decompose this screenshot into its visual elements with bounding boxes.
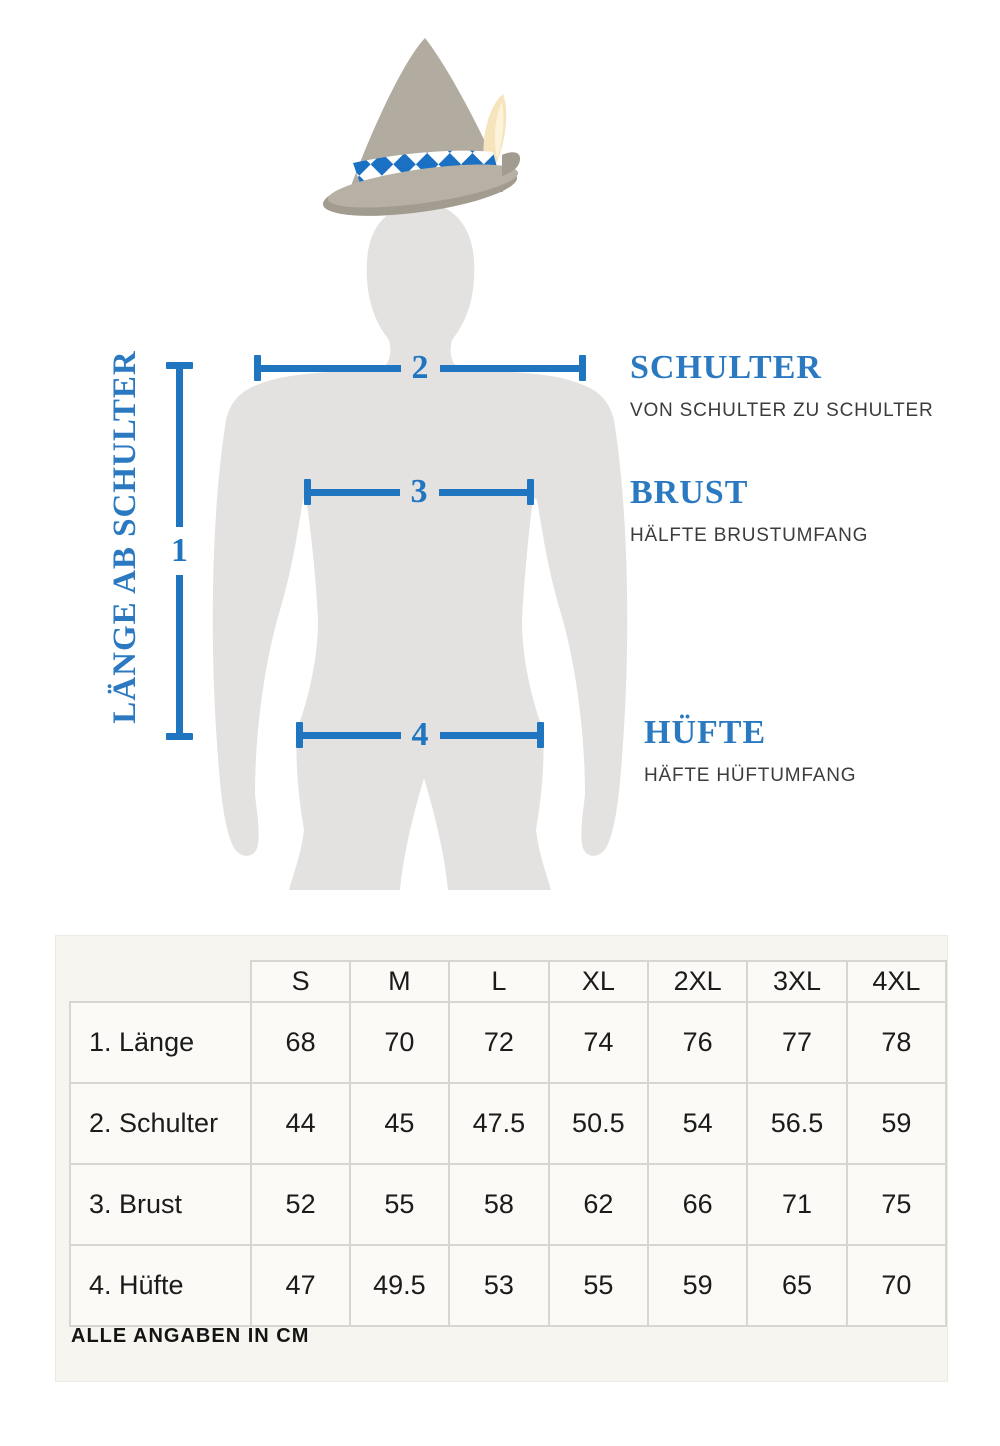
size-column-header: M (350, 961, 449, 1002)
size-table-panel (55, 935, 948, 1382)
table-row-laenge (70, 1002, 946, 1083)
measure-number-1: 1 (171, 532, 188, 569)
size-column-header: 2XL (648, 961, 747, 1002)
bavarian-hat-icon (320, 38, 520, 225)
measure-number-2: 2 (411, 349, 429, 386)
line-cap (166, 733, 193, 740)
line-cap (254, 355, 261, 381)
table-row-huefte (70, 1245, 946, 1326)
size-column-header: XL (549, 961, 648, 1002)
huefte-label-group (644, 714, 856, 787)
size-value-cell: 72 (449, 1002, 548, 1083)
size-value-cell: 76 (648, 1002, 747, 1083)
size-value-cell: 55 (350, 1164, 449, 1245)
size-value-cell: 58 (449, 1164, 548, 1245)
male-body-silhouette (213, 202, 628, 890)
size-table-header-row (70, 961, 946, 1002)
measure-line-schulter (254, 349, 586, 386)
line-cap (304, 479, 311, 505)
table-row-schulter (70, 1083, 946, 1164)
size-column-header: 3XL (747, 961, 846, 1002)
size-value-cell: 56.5 (747, 1083, 846, 1164)
size-value-cell: 47 (251, 1245, 349, 1326)
size-value-cell: 71 (747, 1164, 846, 1245)
measure-number-3: 3 (410, 473, 428, 510)
line-cap (296, 722, 303, 748)
size-value-cell: 50.5 (549, 1083, 648, 1164)
line-segment (440, 365, 580, 372)
size-value-cell: 52 (251, 1164, 349, 1245)
size-value-cell: 55 (549, 1245, 648, 1326)
size-value-cell: 74 (549, 1002, 648, 1083)
schulter-description: VON SCHULTER ZU SCHULTER (630, 400, 934, 422)
table-row-brust (70, 1164, 946, 1245)
size-value-cell: 45 (350, 1083, 449, 1164)
size-value-cell: 68 (251, 1002, 349, 1083)
schulter-label-group (630, 349, 934, 422)
measure-number-4: 4 (411, 716, 429, 753)
brust-label-group (630, 474, 868, 547)
row-label: 1. Länge (70, 1002, 251, 1083)
line-cap (527, 479, 534, 505)
huefte-description: HÄFTE HÜFTUMFANG (644, 765, 857, 787)
measure-line-brust (304, 473, 534, 510)
line-segment (261, 365, 401, 372)
line-segment (311, 489, 400, 496)
line-cap (537, 722, 544, 748)
line-segment (439, 489, 528, 496)
size-column-header: L (449, 961, 548, 1002)
size-value-cell: 77 (747, 1002, 846, 1083)
size-value-cell: 66 (648, 1164, 747, 1245)
size-value-cell: 47.5 (449, 1083, 548, 1164)
measure-line-laenge (166, 362, 193, 740)
table-corner-cell (70, 961, 251, 1002)
size-column-header: 4XL (847, 961, 946, 1002)
size-value-cell: 75 (847, 1164, 946, 1245)
size-value-cell: 65 (747, 1245, 846, 1326)
size-value-cell: 53 (449, 1245, 548, 1326)
size-value-cell: 62 (549, 1164, 648, 1245)
huefte-title: HÜFTE (644, 714, 767, 751)
size-value-cell: 49.5 (350, 1245, 449, 1326)
size-value-cell: 70 (847, 1245, 946, 1326)
brust-description: HÄLFTE BRUSTUMFANG (630, 525, 869, 547)
size-value-cell: 54 (648, 1083, 747, 1164)
line-segment (440, 732, 538, 739)
row-label: 4. Hüfte (70, 1245, 251, 1326)
laenge-ab-schulter-label: LÄNGE AB SCHULTER (107, 350, 143, 724)
size-value-cell: 59 (648, 1245, 747, 1326)
row-label: 3. Brust (70, 1164, 251, 1245)
units-footnote: ALLE ANGABEN IN CM (71, 1325, 310, 1347)
line-cap (579, 355, 586, 381)
measure-line-huefte (296, 716, 544, 753)
line-segment (176, 369, 183, 527)
size-value-cell: 44 (251, 1083, 349, 1164)
line-segment (176, 575, 183, 733)
schulter-title: SCHULTER (630, 349, 822, 386)
size-value-cell: 70 (350, 1002, 449, 1083)
size-table (69, 960, 947, 1327)
size-column-header: S (251, 961, 349, 1002)
brust-title: BRUST (630, 474, 749, 511)
line-segment (303, 732, 401, 739)
row-label: 2. Schulter (70, 1083, 251, 1164)
line-cap (166, 362, 193, 369)
size-value-cell: 59 (847, 1083, 946, 1164)
size-value-cell: 78 (847, 1002, 946, 1083)
